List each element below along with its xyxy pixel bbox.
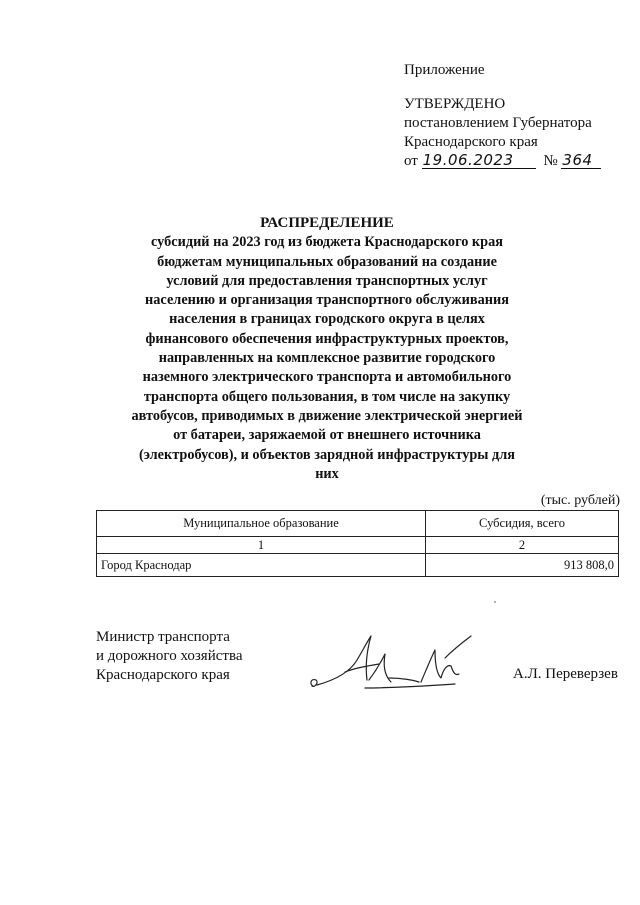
approved-by: постановлением Губернатора <box>404 115 592 131</box>
date-prefix: от <box>404 153 418 169</box>
scan-dot <box>494 601 496 603</box>
subsidy-cell: 913 808,0 <box>426 554 619 577</box>
subsidy-table <box>96 510 619 577</box>
signatory-name: А.Л. Переверзев <box>513 666 618 682</box>
document-title <box>130 214 524 484</box>
column-number-1: 1 <box>97 537 426 554</box>
approval-block <box>404 95 601 171</box>
decree-date: 19.06.2023 <box>422 152 536 169</box>
decree-number: 364 <box>561 152 601 169</box>
table-number-row <box>97 537 619 554</box>
position-line-3: Краснодарского края <box>96 667 230 683</box>
units-label: (тыс. рублей) <box>540 493 620 508</box>
position-line-1: Министр транспорта <box>96 629 230 645</box>
table-header-row <box>97 511 619 537</box>
number-prefix: № <box>543 153 558 169</box>
position-line-2: и дорожного хозяйства <box>96 648 243 664</box>
municipality-cell: Город Краснодар <box>97 554 426 577</box>
signatory-position <box>96 628 243 685</box>
approved-label: УТВЕРЖДЕНО <box>404 96 506 112</box>
column-header-municipality: Муниципальное образование <box>97 511 426 537</box>
decree-date-line <box>404 152 601 171</box>
approved-region: Краснодарского края <box>404 134 538 150</box>
appendix-label: Приложение <box>404 62 485 78</box>
title-heading: РАСПРЕДЕЛЕНИЕ <box>260 215 394 231</box>
column-number-2: 2 <box>426 537 619 554</box>
table-row <box>97 554 619 577</box>
column-header-subsidy: Субсидия, всего <box>426 511 619 537</box>
handwritten-signature <box>305 628 475 700</box>
title-subtitle: субсидий на 2023 год из бюджета Краснодарского края бюджетам муниципальных образований на создание условий для предоставления транспортных услуг населению и организация транспортного обслуживания населения в границах городского округа в целях финансового обеспечения инфраструктурных проектов, направленных на комплексное развитие городского наземного электрического транспорта и автомобильного транспорта общего пользования, в том числе на закупку автобусов, приводимых в движение электрической энергией от батареи, заряжаемой от внешнего источника (электробусов), и объектов зарядной инфраструктуры для них <box>131 234 523 482</box>
